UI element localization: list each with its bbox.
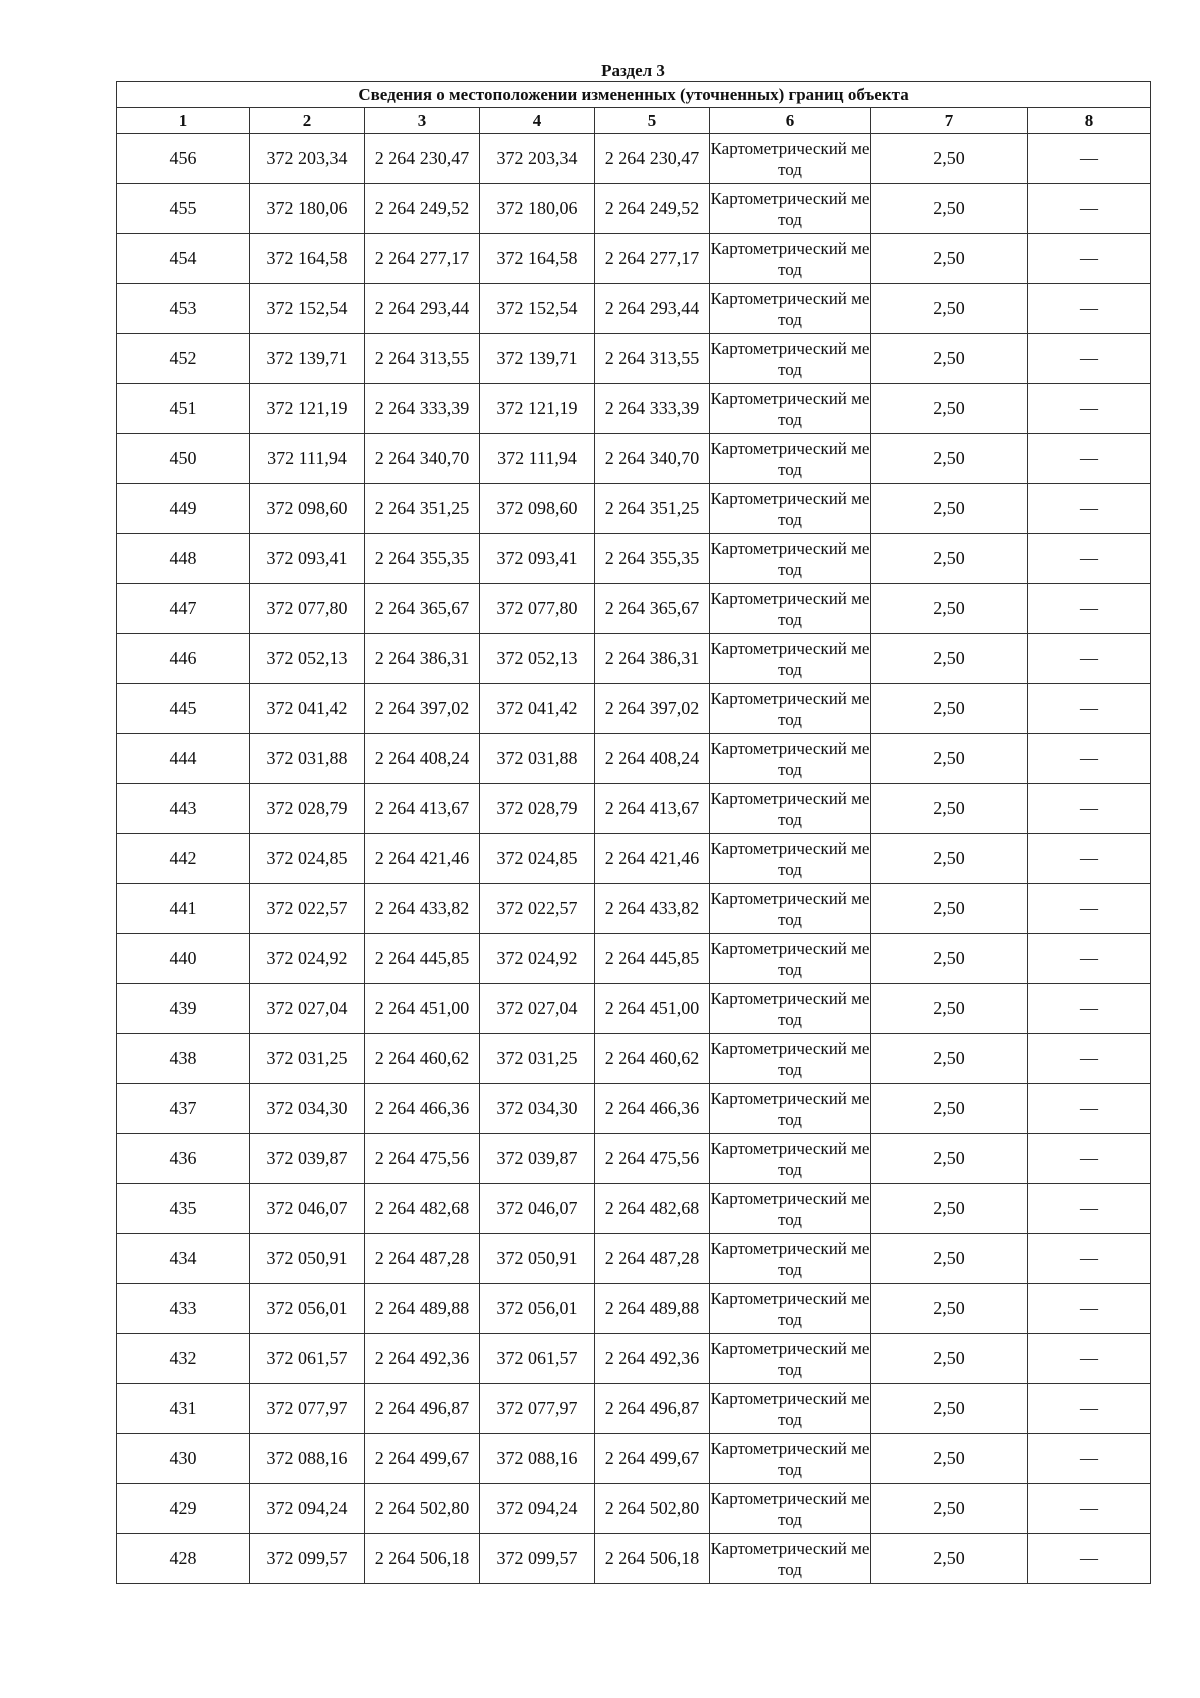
cell-point-number: 437 [117,1084,250,1134]
cell-x-coordinate-new: 372 077,80 [480,584,595,634]
cell-method: Картометрический метод [710,1284,871,1334]
cell-x-coordinate-new: 372 093,41 [480,534,595,584]
cell-description: — [1028,484,1151,534]
cell-x-coordinate-new: 372 098,60 [480,484,595,534]
cell-y-coordinate-new: 2 264 460,62 [595,1034,710,1084]
cell-accuracy: 2,50 [871,1234,1028,1284]
cell-x-coordinate: 372 203,34 [250,134,365,184]
cell-accuracy: 2,50 [871,884,1028,934]
cell-method: Картометрический метод [710,1084,871,1134]
cell-y-coordinate: 2 264 355,35 [365,534,480,584]
cell-y-coordinate-new: 2 264 492,36 [595,1334,710,1384]
cell-description: — [1028,234,1151,284]
cell-x-coordinate-new: 372 039,87 [480,1134,595,1184]
cell-method: Картометрический метод [710,184,871,234]
column-number-6: 6 [710,108,871,134]
cell-method: Картометрический метод [710,384,871,434]
table-row [117,1534,1151,1584]
cell-y-coordinate: 2 264 413,67 [365,784,480,834]
cell-point-number: 442 [117,834,250,884]
caption-row [117,82,1151,108]
cell-point-number: 450 [117,434,250,484]
cell-x-coordinate: 372 111,94 [250,434,365,484]
cell-x-coordinate-new: 372 061,57 [480,1334,595,1384]
cell-accuracy: 2,50 [871,1534,1028,1584]
cell-x-coordinate: 372 024,85 [250,834,365,884]
table-row [117,534,1151,584]
cell-x-coordinate-new: 372 164,58 [480,234,595,284]
cell-point-number: 449 [117,484,250,534]
cell-accuracy: 2,50 [871,1334,1028,1384]
cell-description: — [1028,834,1151,884]
cell-description: — [1028,934,1151,984]
column-number-row [117,108,1151,134]
cell-description: — [1028,984,1151,1034]
cell-point-number: 443 [117,784,250,834]
cell-description: — [1028,1484,1151,1534]
cell-y-coordinate-new: 2 264 293,44 [595,284,710,334]
cell-description: — [1028,1184,1151,1234]
cell-y-coordinate: 2 264 386,31 [365,634,480,684]
cell-accuracy: 2,50 [871,334,1028,384]
table-row [117,1284,1151,1334]
table-row [117,484,1151,534]
cell-x-coordinate-new: 372 052,13 [480,634,595,684]
cell-point-number: 441 [117,884,250,934]
cell-method: Картометрический метод [710,584,871,634]
cell-accuracy: 2,50 [871,784,1028,834]
cell-y-coordinate-new: 2 264 249,52 [595,184,710,234]
cell-y-coordinate-new: 2 264 313,55 [595,334,710,384]
cell-method: Картометрический метод [710,284,871,334]
cell-accuracy: 2,50 [871,634,1028,684]
section-title: Раздел 3 [601,61,665,80]
cell-method: Картометрический метод [710,234,871,284]
cell-y-coordinate-new: 2 264 277,17 [595,234,710,284]
cell-y-coordinate-new: 2 264 502,80 [595,1484,710,1534]
cell-description: — [1028,1334,1151,1384]
cell-point-number: 455 [117,184,250,234]
cell-x-coordinate: 372 031,88 [250,734,365,784]
cell-x-coordinate: 372 093,41 [250,534,365,584]
cell-description: — [1028,184,1151,234]
column-number-2: 2 [250,108,365,134]
cell-point-number: 440 [117,934,250,984]
cell-description: — [1028,1084,1151,1134]
cell-description: — [1028,1434,1151,1484]
cell-accuracy: 2,50 [871,1434,1028,1484]
cell-x-coordinate-new: 372 139,71 [480,334,595,384]
cell-method: Картометрический метод [710,684,871,734]
cell-y-coordinate-new: 2 264 496,87 [595,1384,710,1434]
cell-x-coordinate: 372 180,06 [250,184,365,234]
cell-x-coordinate: 372 041,42 [250,684,365,734]
cell-x-coordinate: 372 061,57 [250,1334,365,1384]
cell-accuracy: 2,50 [871,1084,1028,1134]
cell-method: Картометрический метод [710,434,871,484]
cell-x-coordinate: 372 052,13 [250,634,365,684]
cell-x-coordinate: 372 099,57 [250,1534,365,1584]
cell-point-number: 451 [117,384,250,434]
cell-description: — [1028,734,1151,784]
cell-point-number: 429 [117,1484,250,1534]
table-row [117,734,1151,784]
cell-y-coordinate: 2 264 249,52 [365,184,480,234]
cell-point-number: 446 [117,634,250,684]
cell-y-coordinate: 2 264 351,25 [365,484,480,534]
cell-point-number: 439 [117,984,250,1034]
cell-y-coordinate-new: 2 264 413,67 [595,784,710,834]
cell-method: Картометрический метод [710,1034,871,1084]
cell-method: Картометрический метод [710,634,871,684]
cell-x-coordinate: 372 050,91 [250,1234,365,1284]
cell-method: Картометрический метод [710,1184,871,1234]
cell-x-coordinate-new: 372 024,85 [480,834,595,884]
column-number-7: 7 [871,108,1028,134]
cell-y-coordinate: 2 264 482,68 [365,1184,480,1234]
cell-x-coordinate: 372 164,58 [250,234,365,284]
cell-x-coordinate-new: 372 031,25 [480,1034,595,1084]
cell-description: — [1028,334,1151,384]
cell-accuracy: 2,50 [871,1484,1028,1534]
cell-x-coordinate: 372 094,24 [250,1484,365,1534]
cell-accuracy: 2,50 [871,584,1028,634]
cell-x-coordinate: 372 031,25 [250,1034,365,1084]
cell-x-coordinate-new: 372 041,42 [480,684,595,734]
cell-method: Картометрический метод [710,784,871,834]
cell-y-coordinate-new: 2 264 421,46 [595,834,710,884]
table-row [117,934,1151,984]
cell-accuracy: 2,50 [871,834,1028,884]
table-row [117,884,1151,934]
table-caption: Сведения о местоположении измененных (уточненных) границ объекта [117,82,1151,108]
cell-y-coordinate: 2 264 433,82 [365,884,480,934]
table-row [117,1484,1151,1534]
cell-y-coordinate: 2 264 293,44 [365,284,480,334]
cell-method: Картометрический метод [710,834,871,884]
cell-y-coordinate-new: 2 264 397,02 [595,684,710,734]
cell-accuracy: 2,50 [871,1034,1028,1084]
cell-description: — [1028,1384,1151,1434]
cell-x-coordinate: 372 088,16 [250,1434,365,1484]
cell-x-coordinate: 372 121,19 [250,384,365,434]
document-page [116,60,1150,1584]
cell-y-coordinate: 2 264 492,36 [365,1334,480,1384]
cell-y-coordinate: 2 264 408,24 [365,734,480,784]
cell-point-number: 433 [117,1284,250,1334]
cell-x-coordinate: 372 046,07 [250,1184,365,1234]
cell-y-coordinate-new: 2 264 506,18 [595,1534,710,1584]
cell-x-coordinate: 372 027,04 [250,984,365,1034]
cell-method: Картометрический метод [710,1484,871,1534]
cell-y-coordinate: 2 264 506,18 [365,1534,480,1584]
cell-x-coordinate: 372 028,79 [250,784,365,834]
cell-x-coordinate: 372 039,87 [250,1134,365,1184]
cell-description: — [1028,1134,1151,1184]
cell-y-coordinate: 2 264 487,28 [365,1234,480,1284]
table-row [117,1234,1151,1284]
cell-accuracy: 2,50 [871,1284,1028,1334]
cell-method: Картометрический метод [710,884,871,934]
cell-x-coordinate-new: 372 077,97 [480,1384,595,1434]
cell-point-number: 432 [117,1334,250,1384]
table-row [117,1334,1151,1384]
cell-point-number: 444 [117,734,250,784]
cell-x-coordinate-new: 372 027,04 [480,984,595,1034]
table-row [117,834,1151,884]
table-row [117,1034,1151,1084]
table-row [117,1134,1151,1184]
table-row [117,1184,1151,1234]
cell-y-coordinate-new: 2 264 333,39 [595,384,710,434]
cell-y-coordinate: 2 264 277,17 [365,234,480,284]
cell-x-coordinate-new: 372 203,34 [480,134,595,184]
cell-accuracy: 2,50 [871,434,1028,484]
table-row [117,584,1151,634]
cell-x-coordinate: 372 034,30 [250,1084,365,1134]
cell-x-coordinate-new: 372 028,79 [480,784,595,834]
table-row [117,634,1151,684]
cell-x-coordinate-new: 372 180,06 [480,184,595,234]
column-number-5: 5 [595,108,710,134]
cell-y-coordinate-new: 2 264 445,85 [595,934,710,984]
cell-description: — [1028,134,1151,184]
table-row [117,784,1151,834]
cell-description: — [1028,684,1151,734]
cell-point-number: 435 [117,1184,250,1234]
cell-accuracy: 2,50 [871,1134,1028,1184]
cell-y-coordinate-new: 2 264 351,25 [595,484,710,534]
cell-accuracy: 2,50 [871,534,1028,584]
cell-method: Картометрический метод [710,534,871,584]
cell-accuracy: 2,50 [871,1184,1028,1234]
cell-method: Картометрический метод [710,1534,871,1584]
cell-y-coordinate-new: 2 264 451,00 [595,984,710,1034]
cell-x-coordinate: 372 056,01 [250,1284,365,1334]
cell-y-coordinate: 2 264 496,87 [365,1384,480,1434]
cell-accuracy: 2,50 [871,234,1028,284]
table-row [117,1434,1151,1484]
cell-x-coordinate-new: 372 034,30 [480,1084,595,1134]
table-row [117,334,1151,384]
cell-x-coordinate-new: 372 022,57 [480,884,595,934]
cell-description: — [1028,1284,1151,1334]
cell-x-coordinate: 372 022,57 [250,884,365,934]
cell-x-coordinate: 372 152,54 [250,284,365,334]
cell-method: Картометрический метод [710,1434,871,1484]
cell-y-coordinate-new: 2 264 475,56 [595,1134,710,1184]
cell-y-coordinate-new: 2 264 487,28 [595,1234,710,1284]
cell-y-coordinate-new: 2 264 466,36 [595,1084,710,1134]
cell-accuracy: 2,50 [871,284,1028,334]
cell-y-coordinate: 2 264 230,47 [365,134,480,184]
cell-point-number: 434 [117,1234,250,1284]
cell-y-coordinate: 2 264 313,55 [365,334,480,384]
cell-description: — [1028,1234,1151,1284]
column-number-4: 4 [480,108,595,134]
cell-x-coordinate-new: 372 088,16 [480,1434,595,1484]
cell-x-coordinate: 372 077,80 [250,584,365,634]
cell-point-number: 448 [117,534,250,584]
cell-y-coordinate: 2 264 421,46 [365,834,480,884]
cell-y-coordinate: 2 264 489,88 [365,1284,480,1334]
cell-x-coordinate-new: 372 152,54 [480,284,595,334]
cell-y-coordinate-new: 2 264 386,31 [595,634,710,684]
cell-description: — [1028,534,1151,584]
cell-point-number: 454 [117,234,250,284]
cell-x-coordinate-new: 372 050,91 [480,1234,595,1284]
cell-y-coordinate: 2 264 460,62 [365,1034,480,1084]
table-row [117,984,1151,1034]
cell-x-coordinate-new: 372 031,88 [480,734,595,784]
cell-x-coordinate: 372 139,71 [250,334,365,384]
cell-point-number: 430 [117,1434,250,1484]
cell-method: Картометрический метод [710,1134,871,1184]
cell-y-coordinate-new: 2 264 433,82 [595,884,710,934]
table-row [117,1384,1151,1434]
cell-description: — [1028,634,1151,684]
column-number-3: 3 [365,108,480,134]
column-number-8: 8 [1028,108,1151,134]
cell-description: — [1028,884,1151,934]
cell-x-coordinate: 372 098,60 [250,484,365,534]
cell-y-coordinate-new: 2 264 482,68 [595,1184,710,1234]
table-row [117,184,1151,234]
table-row [117,1084,1151,1134]
table-row [117,384,1151,434]
cell-accuracy: 2,50 [871,684,1028,734]
cell-y-coordinate: 2 264 475,56 [365,1134,480,1184]
cell-y-coordinate: 2 264 466,36 [365,1084,480,1134]
cell-point-number: 447 [117,584,250,634]
cell-y-coordinate-new: 2 264 499,67 [595,1434,710,1484]
cell-description: — [1028,784,1151,834]
cell-point-number: 431 [117,1384,250,1434]
table-row [117,134,1151,184]
cell-point-number: 438 [117,1034,250,1084]
cell-accuracy: 2,50 [871,134,1028,184]
cell-x-coordinate-new: 372 046,07 [480,1184,595,1234]
cell-y-coordinate: 2 264 499,67 [365,1434,480,1484]
cell-y-coordinate: 2 264 451,00 [365,984,480,1034]
cell-x-coordinate-new: 372 056,01 [480,1284,595,1334]
cell-x-coordinate: 372 077,97 [250,1384,365,1434]
cell-method: Картометрический метод [710,984,871,1034]
table-row [117,434,1151,484]
cell-description: — [1028,384,1151,434]
cell-accuracy: 2,50 [871,384,1028,434]
cell-y-coordinate-new: 2 264 340,70 [595,434,710,484]
table-body [117,134,1151,1584]
cell-description: — [1028,284,1151,334]
cell-y-coordinate: 2 264 502,80 [365,1484,480,1534]
cell-y-coordinate: 2 264 365,67 [365,584,480,634]
cell-point-number: 445 [117,684,250,734]
cell-description: — [1028,1534,1151,1584]
cell-point-number: 453 [117,284,250,334]
cell-x-coordinate: 372 024,92 [250,934,365,984]
cell-point-number: 428 [117,1534,250,1584]
cell-y-coordinate: 2 264 445,85 [365,934,480,984]
cell-x-coordinate-new: 372 024,92 [480,934,595,984]
table-row [117,234,1151,284]
cell-description: — [1028,1034,1151,1084]
cell-y-coordinate-new: 2 264 365,67 [595,584,710,634]
cell-method: Картометрический метод [710,334,871,384]
cell-point-number: 436 [117,1134,250,1184]
cell-accuracy: 2,50 [871,484,1028,534]
cell-accuracy: 2,50 [871,984,1028,1034]
cell-description: — [1028,584,1151,634]
cell-method: Картометрический метод [710,1334,871,1384]
cell-accuracy: 2,50 [871,184,1028,234]
table-row [117,684,1151,734]
cell-method: Картометрический метод [710,734,871,784]
cell-method: Картометрический метод [710,1234,871,1284]
cell-description: — [1028,434,1151,484]
cell-y-coordinate: 2 264 397,02 [365,684,480,734]
cell-method: Картометрический метод [710,134,871,184]
cell-x-coordinate-new: 372 099,57 [480,1534,595,1584]
cell-accuracy: 2,50 [871,734,1028,784]
table-row [117,284,1151,334]
cell-x-coordinate-new: 372 094,24 [480,1484,595,1534]
cell-x-coordinate-new: 372 121,19 [480,384,595,434]
cell-accuracy: 2,50 [871,934,1028,984]
cell-y-coordinate: 2 264 333,39 [365,384,480,434]
cell-method: Картометрический метод [710,934,871,984]
cell-y-coordinate-new: 2 264 489,88 [595,1284,710,1334]
boundary-table [116,81,1151,1584]
cell-y-coordinate-new: 2 264 230,47 [595,134,710,184]
cell-y-coordinate-new: 2 264 355,35 [595,534,710,584]
cell-method: Картометрический метод [710,484,871,534]
cell-y-coordinate: 2 264 340,70 [365,434,480,484]
cell-point-number: 456 [117,134,250,184]
cell-method: Картометрический метод [710,1384,871,1434]
column-number-1: 1 [117,108,250,134]
cell-accuracy: 2,50 [871,1384,1028,1434]
cell-point-number: 452 [117,334,250,384]
cell-y-coordinate-new: 2 264 408,24 [595,734,710,784]
cell-x-coordinate-new: 372 111,94 [480,434,595,484]
